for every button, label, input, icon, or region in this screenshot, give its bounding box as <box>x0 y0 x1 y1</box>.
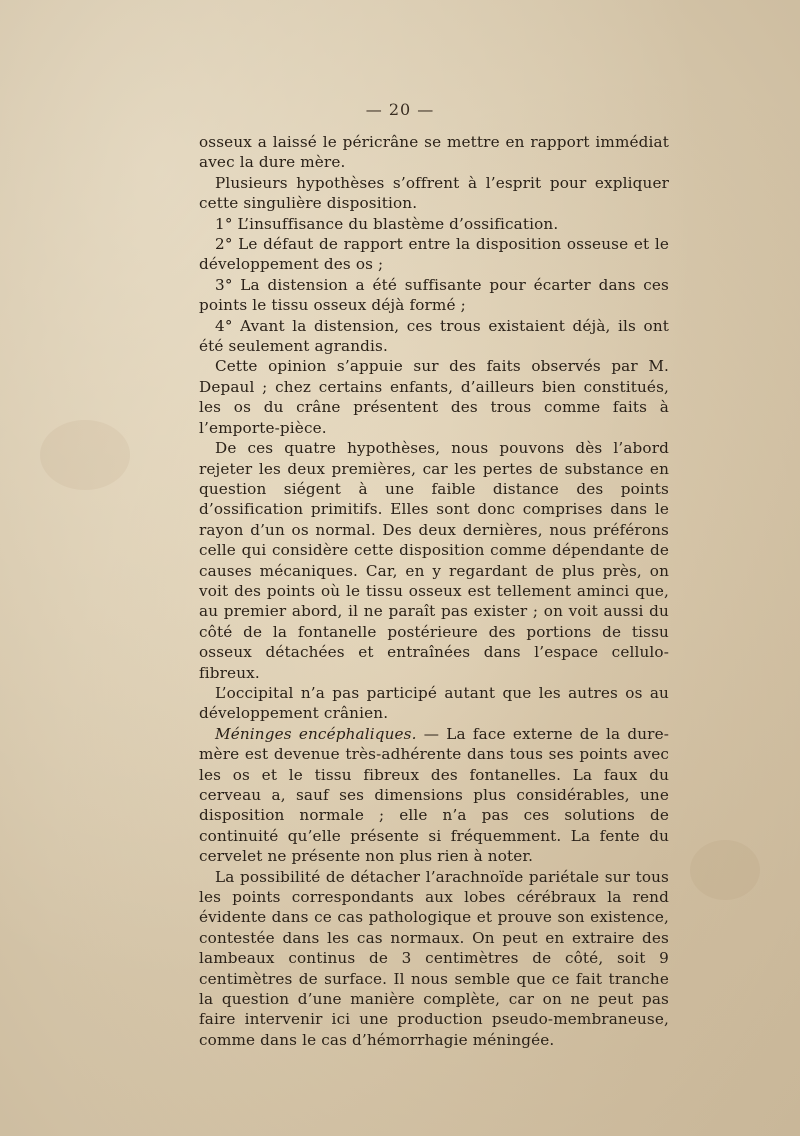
body-text <box>199 132 669 1050</box>
paragraph-5: 3° La distension a été suffisante pour écarter dans ces points le tissu osseux déjà formé ; <box>199 275 669 315</box>
paragraph-7: Cette opinion s’appuie sur des faits observés par M. Depaul ; chez certains enfants, d’ailleurs bien constitués, les os du crâne présentent des trous comme faits à l’emporte-pièce. <box>199 357 669 437</box>
paragraph-10 <box>199 724 669 867</box>
paragraph-9: L’occipital n’a pas participé autant que les autres os au développement crânien. <box>199 683 669 723</box>
paper-stain <box>690 840 760 900</box>
paragraph-6: 4° Avant la distension, ces trous existaient déjà, ils ont été seulement agrandis. <box>199 316 669 356</box>
paragraph-8: De ces quatre hypothèses, nous pouvons dès l’abord rejeter les deux premières, car les pertes de substance en question siégent à une faible distance des points d’ossification primitifs. Elles sont donc comprises dans le rayon d’un os normal. Des deux dernières, nous préférons celle qui considère cette disposition comme dépendante de causes mécaniques. Car, en y regardant de plus près, on voit des points où le tissu osseux est tellement aminci que, au premier abord, il ne paraît pas exister ; on voit aussi du côté de la fontanelle postérieure des portions de tissu osseux détachées et entraînées dans l’espace cellulo-fibreux. <box>199 439 669 682</box>
paragraph-1: osseux a laissé le péricrâne se mettre en rapport immédiat avec la dure mère. <box>199 133 669 172</box>
paragraph-11: La possibilité de détacher l’arachnoïde pariétale sur tous les points correspondants aux lobes cérébraux la rend évidente dans ce cas pathologique et prouve son existence, contestée dans les cas normaux. On peut en extraire des lambeaux continus de 3 centimètres de côté, soit 9 centimètres de surface. Il nous semble que ce fait tranche la question d’une manière complète, car on ne peut pas faire intervenir ici une production pseudo-membraneuse, comme dans le cas d’hémorrhagie méningée. <box>199 867 669 1049</box>
paragraph-2: Plusieurs hypothèses s’offrent à l’esprit pour expliquer cette singulière disposition. <box>199 173 669 213</box>
page-number: — 20 — <box>365 100 435 119</box>
paragraph-10-text: — La face externe de la dure-mère est devenue très-adhérente dans tous ses points avec les os et le tissu fibreux des fontanelles. La faux du cerveau a, sauf ses dimensions plus considérables, une disposition normale ; elle n’a pas ces solutions de continuité qu’elle présente si fréquemment. La fente du cervelet ne présente non plus rien à noter. <box>199 724 669 866</box>
paragraph-4: 2° Le défaut de rapport entre la disposition osseuse et le développement des os ; <box>199 235 669 274</box>
section-heading-meninges: Méninges encéphaliques. <box>215 724 417 743</box>
paper-stain <box>40 420 130 490</box>
paragraph-3: 1° L’insuffisance du blastème d’ossification. <box>215 214 559 233</box>
